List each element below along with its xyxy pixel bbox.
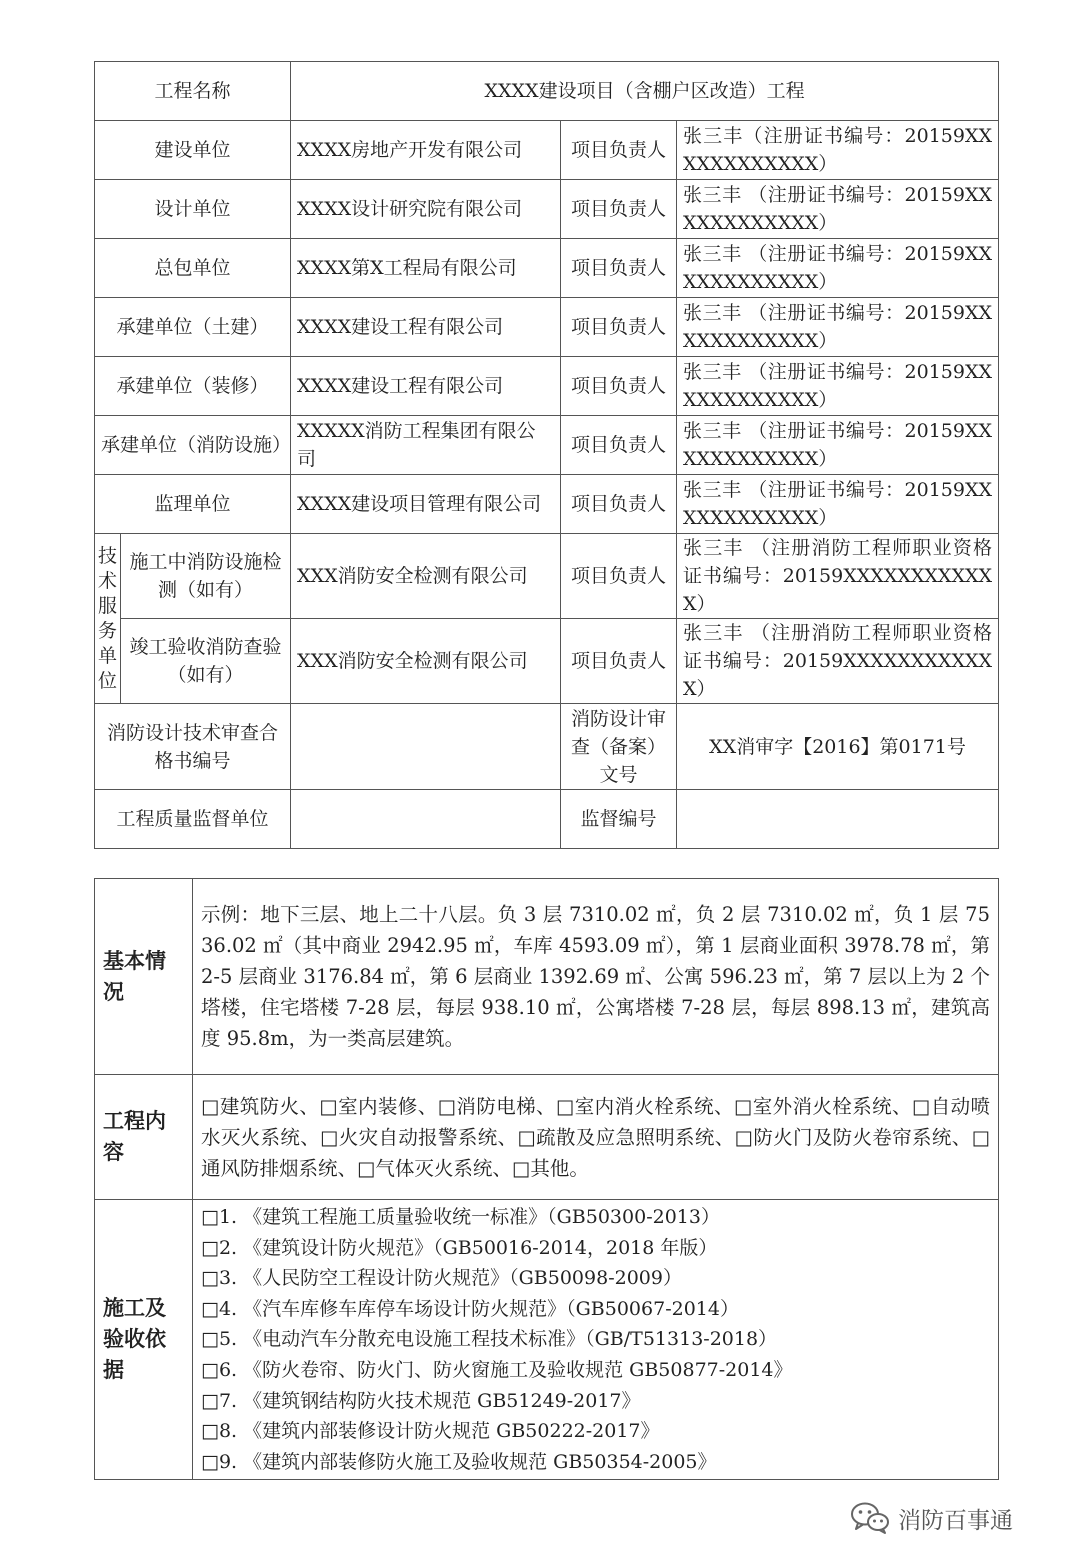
role-cell: 项目负责人 [561,416,677,475]
role-cell: 项目负责人 [561,239,677,298]
row-label: 承建单位（消防设施） [95,416,291,475]
supervision-no-value [677,790,999,849]
row-label: 监理单位 [95,475,291,534]
design-doc-value: XX消审字【2016】第0171号 [677,704,999,790]
company-cell: XXX消防安全检测有限公司 [291,619,561,704]
basis-label: 施工及验收依据 [95,1200,193,1480]
supervision-no-label: 监督编号 [561,790,677,849]
table-row [95,475,999,534]
role-cell: 项目负责人 [561,121,677,180]
list-item: □6. 《防火卷帘、防火门、防火窗施工及验收规范 GB50877-2014》 [201,1358,793,1381]
person-cell: 张三丰 （注册消防工程师职业资格证书编号：20159XXXXXXXXXXXX） [677,619,999,704]
table-row [95,121,999,180]
company-cell: XXXX建设工程有限公司 [291,298,561,357]
row-label: 设计单位 [95,180,291,239]
table-row [95,1075,999,1200]
person-cell: 张三丰（注册证书编号：20159XXXXXXXXXXXX） [677,121,999,180]
row-label: 建设单位 [95,121,291,180]
list-item: □5. 《电动汽车分散充电设施工程技术标准》（GB/T51313-2018） [201,1328,778,1351]
project-detail-table [94,878,999,1480]
list-item: □3. 《人民防空工程设计防火规范》（GB50098-2009） [201,1267,682,1290]
table-row [95,619,999,704]
company-cell: XXXX建设项目管理有限公司 [291,475,561,534]
content-label: 工程内容 [95,1075,193,1200]
watermark-text: 消防百事通 [898,1507,1013,1534]
row-label: 竣工验收消防查验（如有） [121,619,291,704]
project-info-table [94,61,999,849]
list-item: □7. 《建筑钢结构防火技术规范 GB51249-2017》 [201,1389,641,1412]
row-label: 承建单位（土建） [95,298,291,357]
person-cell: 张三丰 （注册证书编号：20159XXXXXXXXXXXX） [677,239,999,298]
list-item: □9. 《建筑内部装修防火施工及验收规范 GB50354-2005》 [201,1450,717,1473]
table-row [95,180,999,239]
table-row [95,704,999,790]
company-cell: XXXX建设工程有限公司 [291,357,561,416]
wechat-icon [850,1501,890,1535]
role-cell: 项目负责人 [561,475,677,534]
design-review-label: 消防设计技术审查合格书编号 [95,704,291,790]
design-doc-label: 消防设计审查（备案）文号 [561,704,677,790]
company-cell: XXXX房地产开发有限公司 [291,121,561,180]
table-row [95,298,999,357]
company-cell: XXXX设计研究院有限公司 [291,180,561,239]
list-item: □8. 《建筑内部装修设计防火规范 GB50222-2017》 [201,1420,660,1443]
role-cell: 项目负责人 [561,534,677,619]
content-text: □建筑防火、□室内装修、□消防电梯、□室内消火栓系统、□室外消火栓系统、□自动喷水灭火系统、□火灾自动报警系统、□疏散及应急照明系统、□防火门及防火卷帘系统、□通风防排烟系统、□气体灭火系统、□其他。 [193,1075,999,1200]
quality-value [291,790,561,849]
list-item: □2. 《建筑设计防火规范》（GB50016-2014，2018 年版） [201,1236,718,1259]
basis-list [193,1200,999,1480]
person-cell: 张三丰 （注册证书编号：20159XXXXXXXXXXXX） [677,475,999,534]
basic-info-text: 示例：地下三层、地上二十八层。负 3 层 7310.02 ㎡，负 2 层 7310.02 ㎡，负 1 层 7536.02 ㎡（其中商业 2942.95 ㎡，车库 4593.09 ㎡），第 1 层商业面积 3978.78 ㎡，第 2-5 层商业 3176.84 ㎡，第 6 层商业 1392.69 ㎡、公寓 596.23 ㎡，第 7 层以上为 2 个塔楼，住宅塔楼 7-28 层，每层 938.10 ㎡，公寓塔楼 7-28 层，每层 898.13 ㎡，建筑高度 95.8m，为一类高层建筑。 [193,879,999,1075]
list-item: □4. 《汽车库修车库停车场设计防火规范》（GB50067-2014） [201,1297,739,1320]
list-item: □1. 《建筑工程施工质量验收统一标准》（GB50300-2013） [201,1206,720,1228]
project-name-value: XXXX建设项目（含棚户区改造）工程 [291,62,999,121]
row-label: 承建单位（装修） [95,357,291,416]
table-row [95,534,999,619]
table-row [95,357,999,416]
role-cell: 项目负责人 [561,357,677,416]
company-cell: XXXXX消防工程集团有限公司 [291,416,561,475]
table-row [95,62,999,121]
tech-service-group-label: 技术服务单位 [95,534,121,704]
person-cell: 张三丰 （注册消防工程师职业资格证书编号：20159XXXXXXXXXXXX） [677,534,999,619]
quality-label: 工程质量监督单位 [95,790,291,849]
watermark [850,1500,1013,1536]
person-cell: 张三丰 （注册证书编号：20159XXXXXXXXXXXX） [677,416,999,475]
row-label: 施工中消防设施检测（如有） [121,534,291,619]
person-cell: 张三丰 （注册证书编号：20159XXXXXXXXXXXX） [677,357,999,416]
person-cell: 张三丰 （注册证书编号：20159XXXXXXXXXXXX） [677,180,999,239]
table-row [95,790,999,849]
row-label: 总包单位 [95,239,291,298]
role-cell: 项目负责人 [561,298,677,357]
company-cell: XXX消防安全检测有限公司 [291,534,561,619]
company-cell: XXXX第X工程局有限公司 [291,239,561,298]
person-cell: 张三丰 （注册证书编号：20159XXXXXXXXXXXX） [677,298,999,357]
design-review-value [291,704,561,790]
role-cell: 项目负责人 [561,619,677,704]
project-name-label: 工程名称 [95,62,291,121]
table-row [95,879,999,1075]
table-row [95,1200,999,1480]
table-row [95,239,999,298]
basic-info-label: 基本情况 [95,879,193,1075]
table-row [95,416,999,475]
role-cell: 项目负责人 [561,180,677,239]
